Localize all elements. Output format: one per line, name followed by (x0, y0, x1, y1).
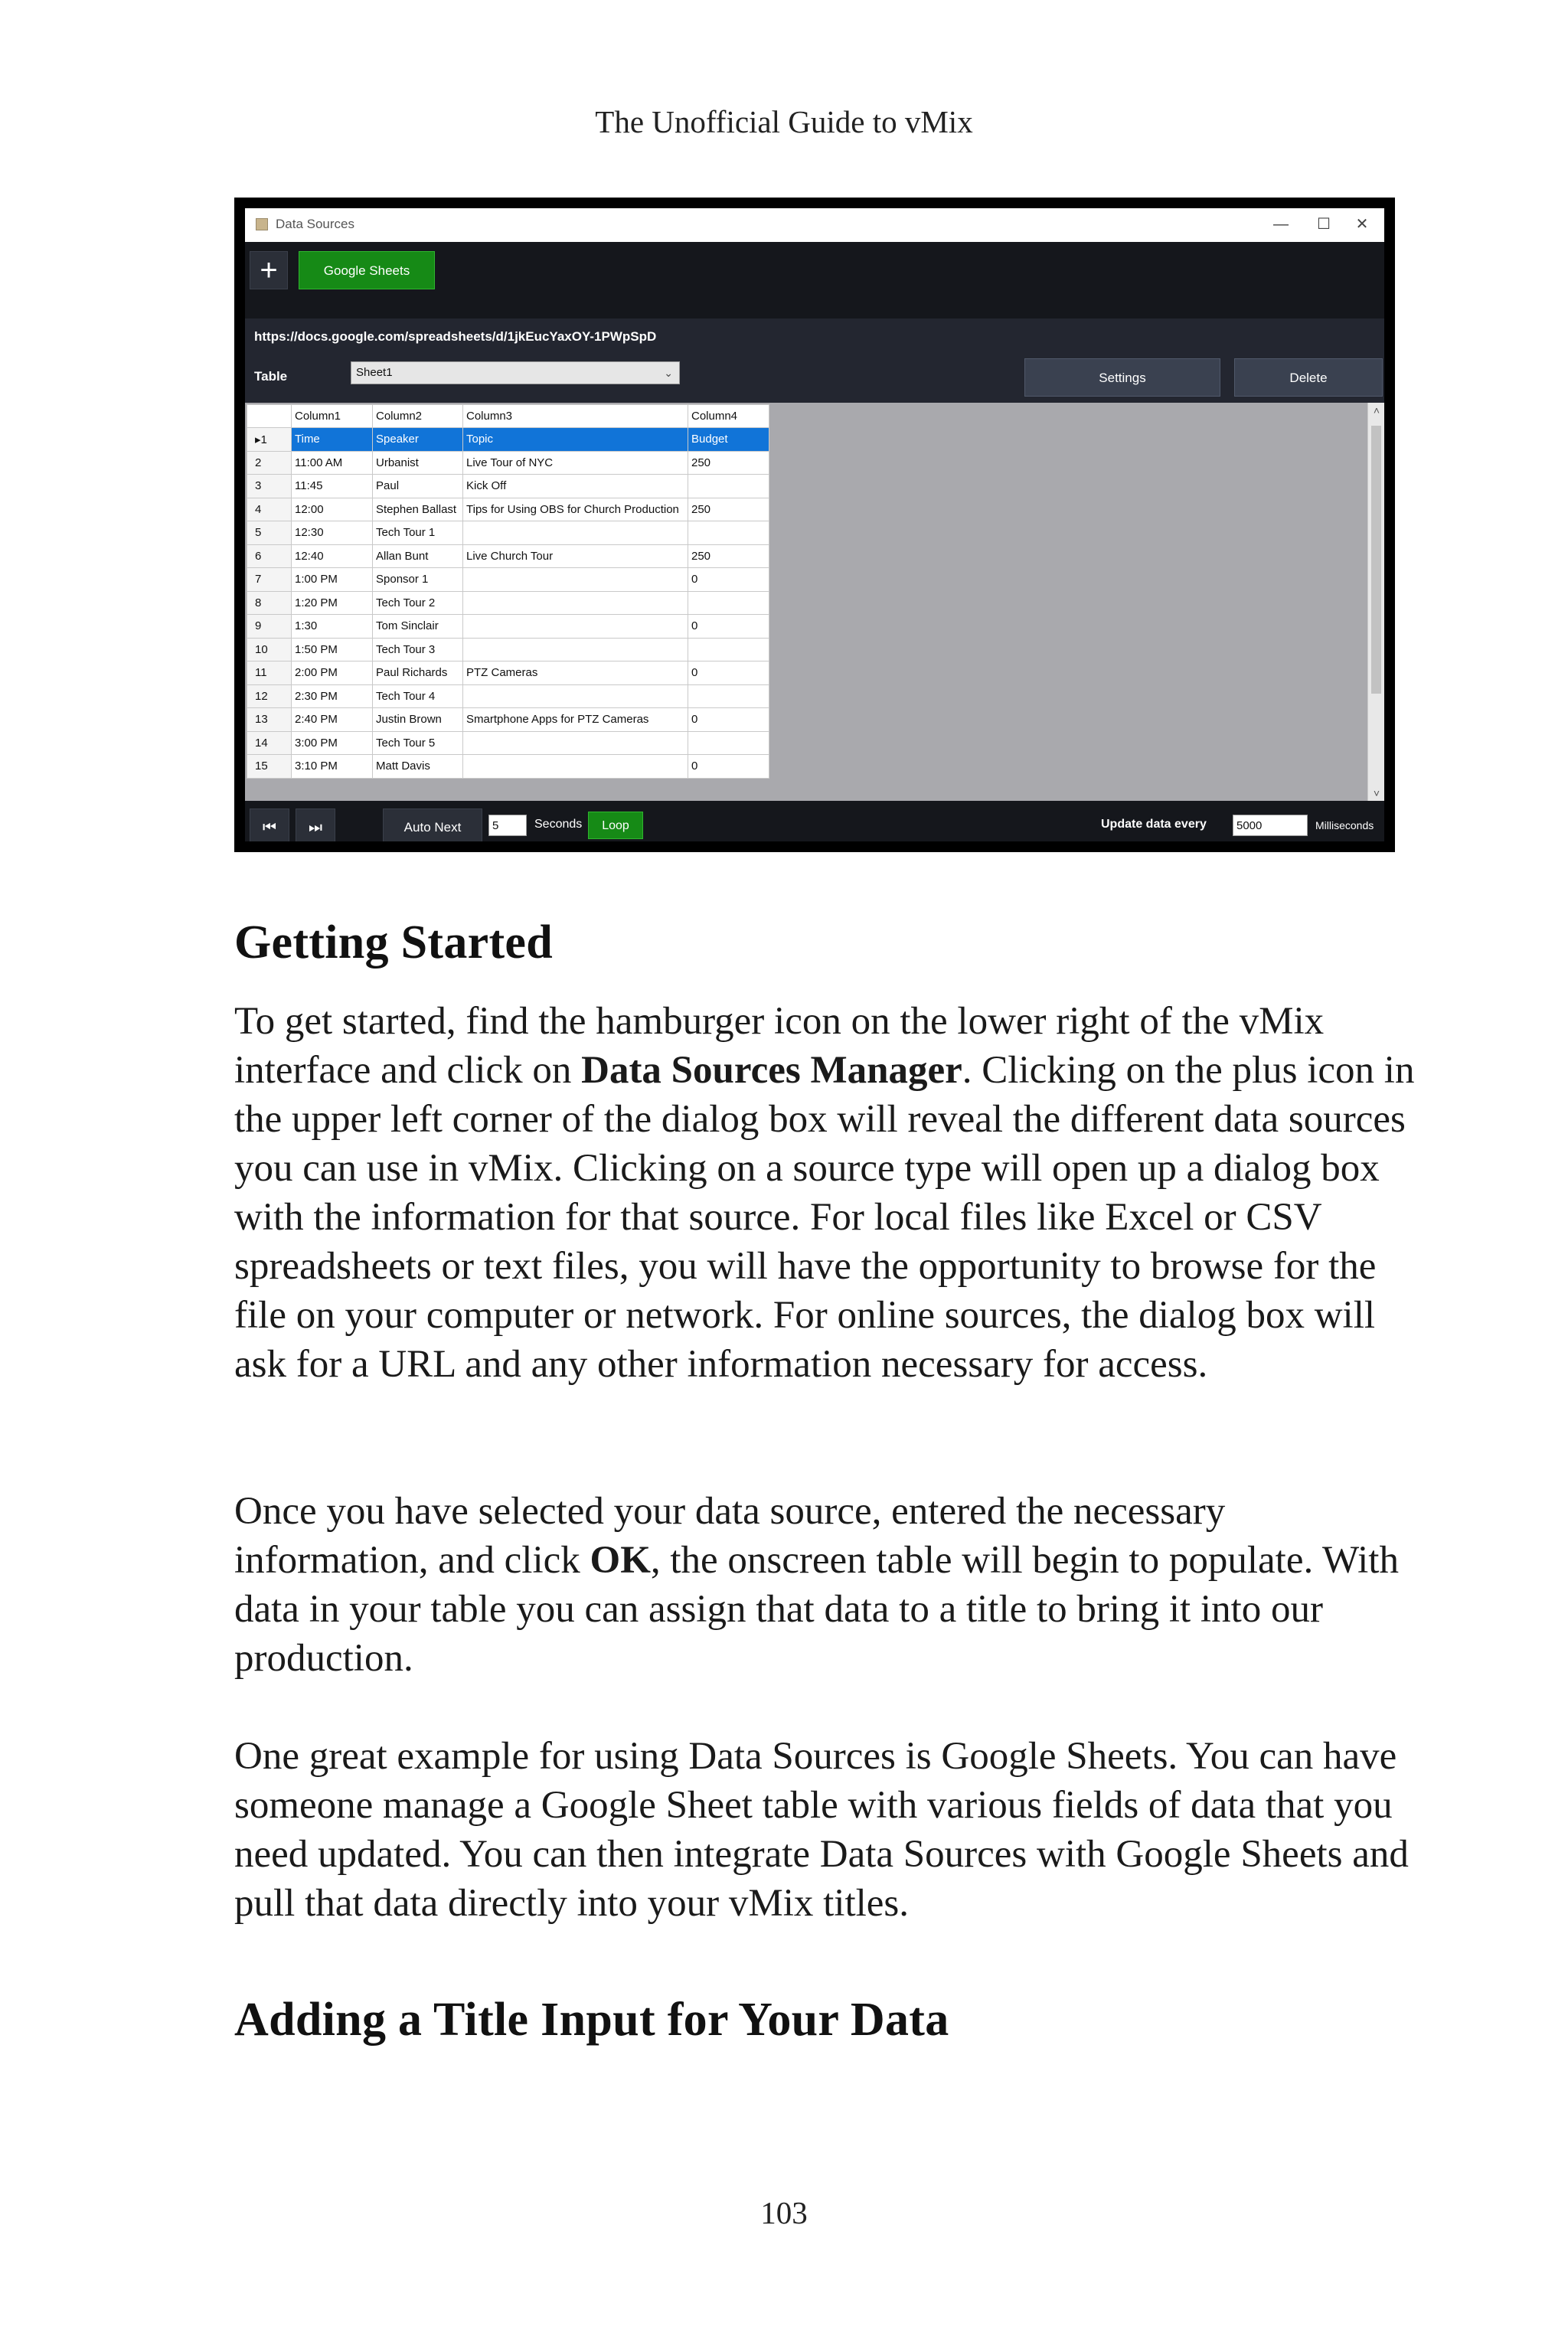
row-number[interactable]: 12 (247, 684, 292, 708)
table-row[interactable] (247, 662, 769, 685)
table-cell[interactable]: 1:20 PM (292, 591, 373, 615)
playback-bar (245, 801, 1384, 841)
table-cell[interactable]: 250 (688, 451, 769, 475)
paragraph-getting-started-2: Once you have selected your data source, entered the necessary information, and click OK, the onscreen table will begin to populate. With data in your table you can assign that data to a title to bring it into our production. (234, 1490, 1399, 1680)
chevron-down-icon: ⌄ (664, 367, 673, 379)
column-header[interactable]: Column3 (463, 405, 688, 428)
table-cell[interactable]: 250 (688, 498, 769, 521)
table-row[interactable] (247, 755, 769, 779)
table-cell[interactable] (463, 615, 688, 639)
data-grid-area (245, 403, 1384, 801)
table-cell[interactable]: Speaker (373, 428, 463, 452)
running-header: The Unofficial Guide to vMix (595, 104, 973, 139)
row-number[interactable]: ▸1 (247, 428, 292, 452)
settings-button[interactable]: Settings (1024, 358, 1220, 397)
row-number[interactable]: 4 (247, 498, 292, 521)
auto-next-button[interactable]: Auto Next (383, 808, 482, 841)
row-number[interactable]: 14 (247, 731, 292, 755)
table-cell[interactable] (463, 684, 688, 708)
table-cell[interactable] (463, 755, 688, 779)
table-row[interactable] (247, 498, 769, 521)
table-row[interactable] (247, 731, 769, 755)
table-cell[interactable]: Budget (688, 428, 769, 452)
column-header[interactable]: Column4 (688, 405, 769, 428)
table-cell[interactable] (688, 591, 769, 615)
row-number[interactable]: 11 (247, 662, 292, 685)
table-cell[interactable]: Smartphone Apps for PTZ Cameras (463, 708, 688, 732)
table-row[interactable] (247, 475, 769, 498)
table-row[interactable] (247, 684, 769, 708)
data-sources-screenshot (234, 198, 1395, 852)
table-cell[interactable] (463, 731, 688, 755)
table-row[interactable] (247, 521, 769, 545)
paragraph-getting-started-3: One great example for using Data Sources is Google Sheets. You can have someone manage a Google Sheet table with various fields of data that you need updated. You can then integrate Data Sources with Google Sheets and pull that data directly into your vMix titles. (234, 1735, 1409, 1925)
table-cell[interactable]: Paul Richards (373, 662, 463, 685)
table-cell[interactable]: 0 (688, 615, 769, 639)
grid-scrollbar[interactable] (1367, 403, 1384, 801)
column-header[interactable]: Column2 (373, 405, 463, 428)
table-cell[interactable]: 2:00 PM (292, 662, 373, 685)
data-sources-window (245, 208, 1384, 841)
table-cell[interactable]: 2:30 PM (292, 684, 373, 708)
window-titlebar (245, 208, 1384, 243)
table-cell[interactable]: Matt Davis (373, 755, 463, 779)
source-settings-bar (245, 318, 1384, 403)
table-row[interactable] (247, 428, 769, 452)
table-cell[interactable]: Live Tour of NYC (463, 451, 688, 475)
table-cell[interactable] (688, 731, 769, 755)
add-source-button[interactable]: + (250, 251, 288, 289)
table-row[interactable] (247, 638, 769, 662)
bold-ok: OK (590, 1539, 651, 1582)
row-number[interactable]: 5 (247, 521, 292, 545)
table-row[interactable] (247, 568, 769, 592)
heading-adding-title-input: Adding a Title Input for Your Data (234, 1994, 949, 2046)
row-number[interactable]: 15 (247, 755, 292, 779)
table-row[interactable] (247, 544, 769, 568)
table-cell[interactable]: PTZ Cameras (463, 662, 688, 685)
table-cell[interactable]: 11:00 AM (292, 451, 373, 475)
table-cell[interactable]: 0 (688, 708, 769, 732)
scroll-up-icon[interactable]: ˄ (1373, 404, 1380, 416)
row-number[interactable]: 2 (247, 451, 292, 475)
window-title: Data Sources (276, 217, 354, 231)
scrollbar-thumb[interactable] (1371, 426, 1381, 694)
table-cell[interactable] (688, 521, 769, 545)
table-label: Table (254, 369, 288, 384)
table-cell[interactable] (688, 475, 769, 498)
table-row[interactable] (247, 451, 769, 475)
bold-data-sources-manager: Data Sources Manager (581, 1049, 962, 1092)
grid-corner (247, 405, 292, 428)
minimize-button[interactable]: — (1273, 216, 1289, 233)
table-row[interactable] (247, 708, 769, 732)
grid-header-row (247, 405, 769, 428)
loop-button[interactable]: Loop (588, 812, 643, 839)
table-cell[interactable] (463, 521, 688, 545)
seconds-input[interactable]: 5 (488, 815, 527, 836)
data-grid[interactable] (247, 404, 769, 779)
table-cell[interactable]: Tom Sinclair (373, 615, 463, 639)
table-cell[interactable]: Stephen Ballast (373, 498, 463, 521)
table-cell[interactable]: 1:30 (292, 615, 373, 639)
app-icon (256, 218, 268, 230)
table-cell[interactable]: Tech Tour 2 (373, 591, 463, 615)
table-cell[interactable]: 2:40 PM (292, 708, 373, 732)
maximize-button[interactable]: ☐ (1317, 216, 1331, 233)
table-row[interactable] (247, 615, 769, 639)
table-cell[interactable]: Urbanist (373, 451, 463, 475)
milliseconds-label: Milliseconds (1315, 819, 1374, 831)
table-cell[interactable]: 1:00 PM (292, 568, 373, 592)
delete-button[interactable]: Delete (1234, 358, 1383, 397)
heading-getting-started: Getting Started (234, 916, 554, 969)
table-cell[interactable]: 12:00 (292, 498, 373, 521)
table-cell[interactable]: Tech Tour 3 (373, 638, 463, 662)
table-cell[interactable]: 12:40 (292, 544, 373, 568)
table-cell[interactable] (688, 638, 769, 662)
next-row-button[interactable]: ⏭ (296, 808, 335, 841)
table-cell[interactable]: 12:30 (292, 521, 373, 545)
source-url: https://docs.google.com/spreadsheets/d/1jkEucYaxOY-1PWpSpD (254, 329, 657, 344)
update-interval-input[interactable]: 5000 (1233, 815, 1308, 836)
update-interval-label: Update data every (1101, 818, 1207, 831)
toolbar (245, 242, 1384, 318)
table-cell[interactable]: Justin Brown (373, 708, 463, 732)
table-cell[interactable]: 0 (688, 568, 769, 592)
table-cell[interactable]: 0 (688, 662, 769, 685)
table-cell[interactable] (463, 638, 688, 662)
table-cell[interactable]: Time (292, 428, 373, 452)
table-cell[interactable]: Topic (463, 428, 688, 452)
table-cell[interactable]: Allan Bunt (373, 544, 463, 568)
table-cell[interactable]: 1:50 PM (292, 638, 373, 662)
scroll-down-icon[interactable]: ˅ (1373, 787, 1380, 799)
tab-google-sheets[interactable]: Google Sheets (299, 251, 435, 289)
table-cell[interactable]: Tech Tour 5 (373, 731, 463, 755)
table-cell[interactable]: 250 (688, 544, 769, 568)
page-number: 103 (760, 2195, 808, 2230)
table-cell[interactable]: 0 (688, 755, 769, 779)
table-cell[interactable]: Paul (373, 475, 463, 498)
table-select[interactable] (351, 361, 680, 384)
table-cell[interactable]: 3:10 PM (292, 755, 373, 779)
paragraph-getting-started-1: To get started, find the hamburger icon on the lower right of the vMix interface and click on Data Sources Manager. Clicking on the plus icon in the upper left corner of the dialog box will reveal the different data sources you can use in vMix. Clicking on a source type will open up a dialog box with the information for that source. For local files like Excel or CSV spreadsheets or text files, you will have the opportunity to browse for the file on your computer or network. For online sources, the dialog box will ask for a URL and any other information necessary for access. (234, 1000, 1415, 1386)
column-header[interactable]: Column1 (292, 405, 373, 428)
seconds-label: Seconds (534, 818, 583, 831)
row-number[interactable]: 3 (247, 475, 292, 498)
row-number[interactable]: 7 (247, 568, 292, 592)
close-button[interactable]: ✕ (1355, 216, 1369, 233)
table-cell[interactable]: Tech Tour 4 (373, 684, 463, 708)
table-cell[interactable] (463, 591, 688, 615)
table-cell[interactable]: 3:00 PM (292, 731, 373, 755)
table-cell[interactable]: Sponsor 1 (373, 568, 463, 592)
row-number[interactable]: 10 (247, 638, 292, 662)
table-cell[interactable] (463, 568, 688, 592)
table-cell[interactable]: Live Church Tour (463, 544, 688, 568)
row-number[interactable]: 6 (247, 544, 292, 568)
row-number[interactable]: 9 (247, 615, 292, 639)
row-number[interactable]: 8 (247, 591, 292, 615)
row-number[interactable]: 13 (247, 708, 292, 732)
table-row[interactable] (247, 591, 769, 615)
table-select-value: Sheet1 (356, 366, 393, 379)
table-cell[interactable] (688, 684, 769, 708)
table-cell[interactable]: 11:45 (292, 475, 373, 498)
table-cell[interactable]: Tips for Using OBS for Church Production (463, 498, 688, 521)
previous-row-button[interactable]: ⏮ (250, 808, 289, 841)
table-cell[interactable]: Tech Tour 1 (373, 521, 463, 545)
table-cell[interactable]: Kick Off (463, 475, 688, 498)
